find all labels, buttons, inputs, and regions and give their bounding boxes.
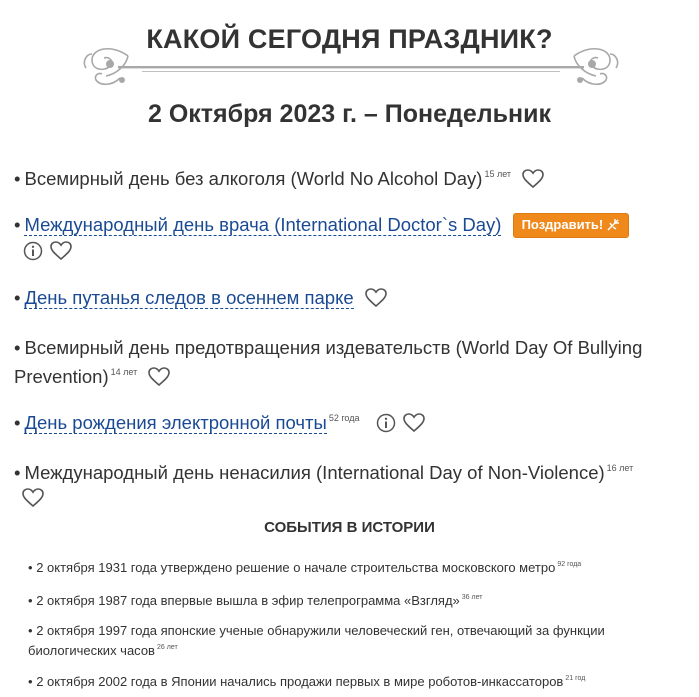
history-section-title: СОБЫТИЯ В ИСТОРИИ (264, 519, 435, 536)
holiday-item (14, 406, 690, 435)
fireworks-icon (606, 218, 620, 232)
page-title: КАКОЙ СЕГОДНЯ ПРАЗДНИК? (146, 24, 553, 54)
holiday-link[interactable]: Международный день врача (International Doctor`s Day) (24, 214, 502, 235)
page-header (0, 18, 699, 88)
holiday-item (14, 456, 690, 510)
ornament-divider-icon (82, 42, 620, 88)
info-icon[interactable] (375, 413, 397, 433)
holiday-link[interactable]: День путанья следов в осеннем парке (24, 287, 354, 308)
history-event (28, 556, 678, 576)
current-date: 2 Октября 2023 г. – Понедельник (147, 100, 551, 128)
event-text-continued: биологических часов (28, 643, 155, 658)
years-badge: 92 года (557, 561, 582, 568)
holiday-name: Всемирный день предотвращения издевательств (World Day Of Bullying (24, 337, 643, 358)
holiday-item (14, 285, 690, 310)
holiday-item (14, 162, 690, 191)
congratulate-button[interactable] (513, 213, 630, 238)
history-event (28, 670, 678, 690)
years-badge: 15 лет (484, 169, 512, 179)
holiday-name-continued: Prevention) (14, 366, 109, 387)
bullet: • (14, 287, 21, 308)
bullet: • (28, 623, 33, 638)
heart-icon[interactable] (403, 413, 425, 433)
holiday-item (14, 335, 690, 389)
years-badge: 14 лет (110, 367, 138, 377)
bullet: • (28, 560, 33, 575)
heart-icon[interactable] (522, 169, 544, 189)
years-badge: 16 лет (606, 463, 634, 473)
heart-icon[interactable] (22, 488, 44, 508)
heart-icon[interactable] (148, 367, 170, 387)
bullet: • (28, 674, 33, 689)
bullet: • (14, 462, 21, 483)
info-icon[interactable] (22, 241, 44, 261)
years-badge: 52 года (328, 413, 360, 423)
years-badge: 36 лет (461, 594, 483, 601)
holiday-link[interactable]: День рождения электронной почты (24, 412, 327, 433)
holiday-name: Международный день ненасилия (International Day of Non-Violence) (24, 462, 605, 483)
heart-icon[interactable] (50, 241, 72, 261)
event-text: 2 октября 1987 года впервые вышла в эфир телепрограмма «Взгляд» (36, 593, 460, 608)
holiday-item (14, 212, 690, 263)
event-text: 2 октября 1997 года японские ученые обнаружили человеческий ген, отвечающий за функции (36, 623, 605, 638)
bullet: • (14, 214, 21, 235)
bullet: • (14, 412, 21, 433)
history-event (28, 589, 678, 609)
bullet: • (14, 168, 21, 189)
event-text: 2 октября 1931 года утверждено решение о начале строительства московского метро (36, 560, 556, 575)
congratulate-label: Поздравить! (521, 217, 604, 232)
bullet: • (14, 337, 21, 358)
years-badge: 21 год (565, 675, 586, 682)
years-badge: 26 лет (156, 644, 178, 651)
holiday-name: Всемирный день без алкоголя (World No Alcohol Day) (24, 168, 483, 189)
bullet: • (28, 593, 33, 608)
history-event (28, 622, 678, 659)
event-text: 2 октября 2002 года в Японии начались продажи первых в мире роботов-инкассаторов (36, 674, 564, 689)
heart-icon[interactable] (365, 288, 387, 308)
